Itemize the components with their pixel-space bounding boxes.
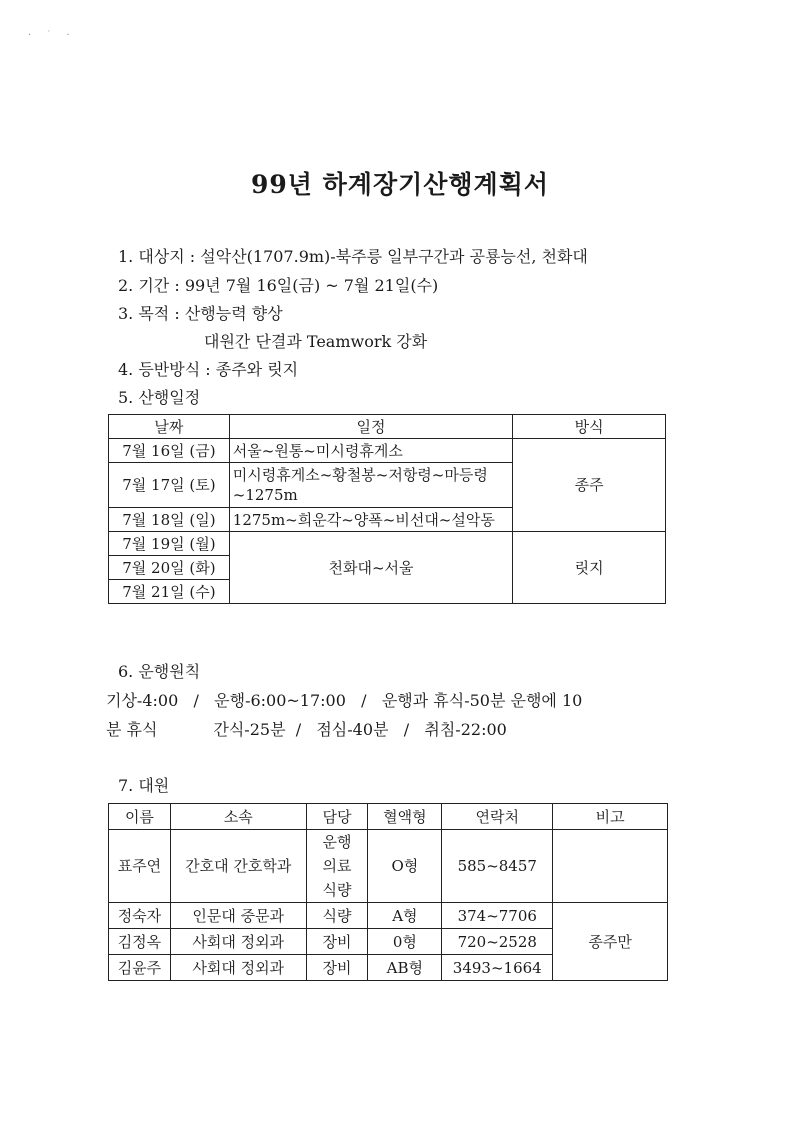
item-purpose-2: 대원간 단결과 Teamwork 강화 [204,332,428,351]
schedule-plan: 미시령휴게소~황철봉~저항령~마등령~1275m [229,463,513,508]
member-phone: 3493~1664 [442,955,553,981]
member-phone: 374~7706 [442,903,553,929]
table-row [109,903,668,929]
schedule-date: 7월 20일 (화) [109,556,230,580]
item-schedule-heading: 5. 산행일정 [118,388,201,407]
schedule-date: 7월 19일 (월) [109,532,230,556]
header-note: 비고 [553,804,668,830]
member-blood: 0형 [368,929,442,955]
item-purpose: 3. 목적 : 산행능력 향상 [118,304,283,323]
item-method: 4. 등반방식 : 종주와 릿지 [118,360,299,379]
header-role: 담당 [306,804,368,830]
member-dept: 간호대 간호학과 [170,830,306,903]
member-name: 표주연 [109,830,171,903]
scan-specks: · ˙ · [28,30,76,41]
member-role [306,830,368,903]
schedule-table [108,414,666,604]
member-name: 정숙자 [109,903,171,929]
schedule-date: 7월 16일 (금) [109,439,230,463]
schedule-method-ridge: 릿지 [513,532,666,604]
header-date: 날짜 [109,415,230,439]
member-note: 종주만 [553,903,668,981]
member-name: 김윤주 [109,955,171,981]
member-role-line: 식량 [322,881,352,899]
section7-heading: 7. 대원 [118,776,170,795]
section6-rules-line1: 기상-4:00 / 운행-6:00~17:00 / 운행과 휴식-50분 운행에 10 [106,691,583,710]
member-blood: AB형 [368,955,442,981]
member-role: 식량 [306,903,368,929]
table-header-row [109,415,666,439]
member-name: 김정옥 [109,929,171,955]
schedule-date: 7월 18일 (일) [109,508,230,532]
header-plan: 일정 [229,415,513,439]
header-phone: 연락처 [442,804,553,830]
table-row [109,830,668,903]
member-dept: 인문대 중문과 [170,903,306,929]
member-dept: 사회대 정외과 [170,929,306,955]
member-blood: A형 [368,903,442,929]
table-header-row [109,804,668,830]
member-phone: 585~8457 [442,830,553,903]
member-note-empty [553,830,668,903]
table-row [109,532,666,556]
item-destination: 1. 대상지 : 설악산(1707.9m)-북주릉 일부구간과 공룡능선, 천화대 [118,247,588,266]
table-row [109,439,666,463]
member-blood: O형 [368,830,442,903]
member-role: 장비 [306,929,368,955]
schedule-method-traverse: 종주 [513,439,666,532]
schedule-plan: 서울~원통~미시령휴게소 [229,439,513,463]
section6-rules-line2: 분 휴식 간식-25분 / 점심-40분 / 취침-22:00 [106,720,507,739]
section6-heading: 6. 운행원칙 [118,662,201,681]
document-title: 99년 하계장기산행계획서 [251,170,549,199]
member-dept: 사회대 정외과 [170,955,306,981]
item-period: 2. 기간 : 99년 7월 16일(금) ~ 7월 21일(수) [118,276,439,295]
member-role: 장비 [306,955,368,981]
header-dept: 소속 [170,804,306,830]
schedule-date: 7월 21일 (수) [109,580,230,604]
schedule-date: 7월 17일 (토) [109,463,230,508]
header-blood: 혈액형 [368,804,442,830]
members-table [108,803,668,981]
member-phone: 720~2528 [442,929,553,955]
header-method: 방식 [513,415,666,439]
schedule-plan: 1275m~희운각~양폭~비선대~설악동 [229,508,513,532]
member-role-line: 의료 [322,857,352,875]
schedule-plan: 천화대~서울 [229,532,513,604]
member-role-line: 운행 [322,833,352,851]
header-name: 이름 [109,804,171,830]
